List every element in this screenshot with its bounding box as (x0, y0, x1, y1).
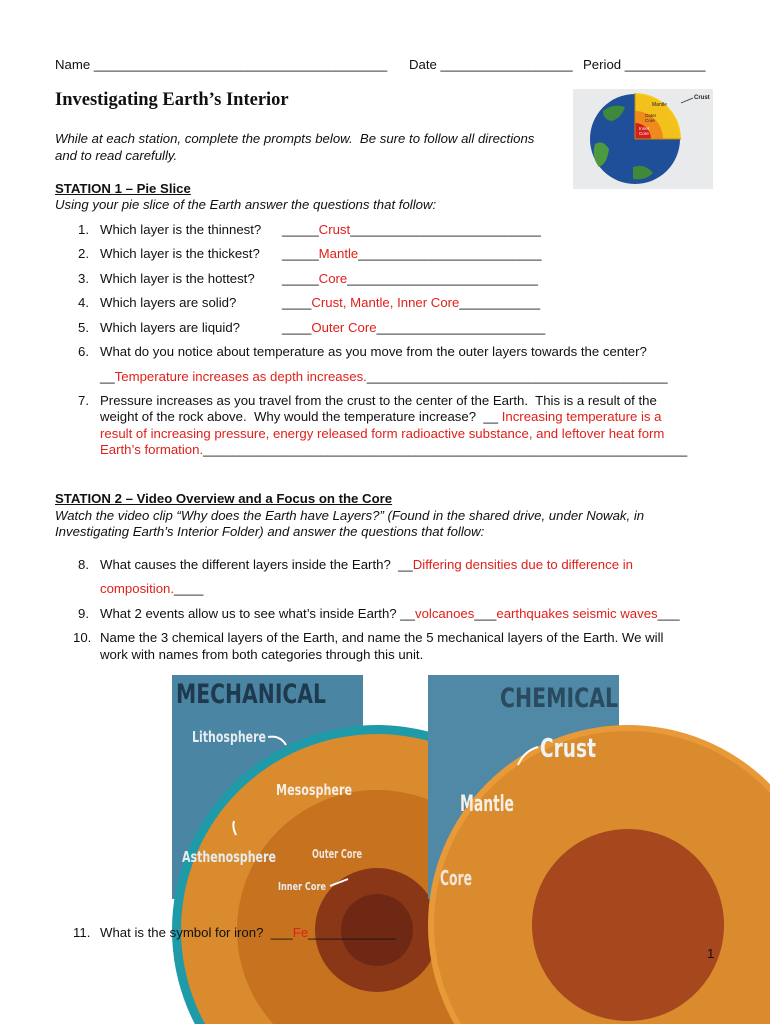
answer-line (282, 246, 542, 262)
page-title: Investigating Earth’s Interior (55, 90, 289, 110)
question-text: Which layer is the hottest? (100, 271, 255, 286)
mechanical-title: MECHANICAL (176, 679, 326, 710)
answer-prefix: ____ (282, 295, 312, 310)
intro-text-line-2: and to read carefully. (55, 148, 178, 163)
q7-line-4 (100, 442, 687, 458)
q11-line (100, 925, 396, 941)
q9-answer-2: earthquakes seismic waves (496, 606, 658, 621)
q8-line-2 (100, 581, 203, 597)
q11-suffix: ____________ (308, 925, 397, 940)
question-text: Which layer is the thinnest? (100, 222, 262, 237)
station2-sub-line-1: Watch the video clip “Why does the Earth have Layers?” (Found in the shared drive, under Nowak, in (55, 508, 645, 523)
q11-number: 11. (73, 925, 91, 940)
answer-text: Outer Core (311, 320, 377, 335)
q8-number: 8. (78, 557, 89, 572)
mechanical-outer-core: Outer Core (312, 847, 362, 861)
q7-number: 7. (78, 393, 89, 408)
question-number: 2. (78, 246, 89, 261)
q9-suffix: ___ (657, 606, 680, 621)
answer-prefix: _____ (282, 222, 319, 237)
q8-answer-part-2: composition. (100, 581, 175, 596)
q6-answer: Temperature increases as depth increases. (114, 369, 367, 384)
station1-subheading: Using your pie slice of the Earth answer the questions that follow: (55, 197, 437, 212)
q7-suffix: __________________________________________________________________ (203, 442, 688, 457)
chemical-layers-image (428, 675, 619, 899)
chemical-core: Core (440, 866, 472, 890)
q6-number: 6. (78, 344, 89, 359)
question-text: Which layers are liquid? (100, 320, 240, 335)
q9-number: 9. (78, 606, 89, 621)
globe-label-inner-core-2: Core (639, 131, 649, 136)
q7-answer-part-1: Increasing temperature is a (501, 409, 662, 424)
answer-suffix: _________________________ (358, 246, 542, 261)
chemical-crust: Crust (540, 734, 596, 764)
station2-sub-line-2: Investigating Earth’s Interior Folder) and answer the questions that follow: (55, 524, 485, 539)
chemical-title: CHEMICAL (500, 683, 618, 714)
station1-heading: STATION 1 – Pie Slice (55, 181, 191, 196)
globe-label-outer-core-2: Core (645, 118, 655, 123)
answer-text: Core (318, 271, 348, 286)
question-number: 1. (78, 222, 89, 237)
answer-prefix: ____ (282, 320, 312, 335)
answer-text: Crust, Mantle, Inner Core (311, 295, 460, 310)
answer-suffix: _______________________ (376, 320, 546, 335)
period-field-label: Period ___________ (583, 57, 706, 72)
answer-prefix: _____ (282, 271, 319, 286)
answer-suffix: __________________________ (347, 271, 538, 286)
mechanical-mesosphere: Mesosphere (276, 781, 352, 799)
q9-line (100, 606, 680, 622)
question-text: Which layer is the thickest? (100, 246, 260, 261)
answer-text: Crust (318, 222, 351, 237)
mechanical-lithosphere: Lithosphere (192, 728, 266, 746)
intro-text-line-1: While at each station, complete the prompts below. Be sure to follow all directions (55, 131, 535, 146)
q8-question: What causes the different layers inside the Earth? __ (100, 557, 413, 572)
q7-answer-part-3: Earth’s formation. (100, 442, 204, 457)
answer-suffix: __________________________ (350, 222, 541, 237)
station2-heading: STATION 2 – Video Overview and a Focus on the Core (55, 491, 393, 506)
q9-answer-1: volcanoes (414, 606, 475, 621)
question-number: 3. (78, 271, 89, 286)
q9-separator: ___ (474, 606, 497, 621)
page-number: 1 (707, 946, 715, 961)
question-number: 5. (78, 320, 89, 335)
q11-answer: Fe (292, 925, 309, 940)
globe-label-inner-core: Inner (639, 126, 650, 131)
q7-line-2 (100, 409, 662, 425)
question-number: 4. (78, 295, 89, 310)
q8-line-1 (100, 557, 633, 573)
chemical-mantle: Mantle (460, 792, 514, 817)
q8-answer-part-1: Differing densities due to difference in (412, 557, 633, 572)
answer-line (282, 295, 540, 311)
q10-line-1: Name the 3 chemical layers of the Earth, and name the 5 mechanical layers of the Earth. We will (100, 630, 664, 645)
q6-prefix: __ (100, 369, 115, 384)
q6-answer-line (100, 369, 668, 385)
mechanical-layers-image (172, 675, 363, 899)
mechanical-asthenosphere: Asthenosphere (182, 848, 276, 866)
answer-prefix: _____ (282, 246, 319, 261)
q6-text: What do you notice about temperature as you move from the outer layers towards the center? (100, 344, 647, 359)
answer-suffix: ___________ (459, 295, 541, 310)
q9-question: What 2 events allow us to see what’s inside Earth? __ (100, 606, 415, 621)
question-text: Which layers are solid? (100, 295, 237, 310)
answer-line (282, 271, 538, 287)
q10-number: 10. (73, 630, 92, 645)
mechanical-inner-core: Inner Core (278, 880, 326, 893)
earth-cutaway-image (573, 89, 713, 189)
globe-label-crust: Crust (694, 95, 710, 101)
q7-answer-part-2: result of increasing pressure, energy released form radioactive substance, and leftover heat form (100, 426, 665, 441)
q7-line-1: Pressure increases as you travel from the crust to the center of the Earth. This is a result of the (100, 393, 657, 408)
name-field-label: Name ________________________________________ (55, 57, 388, 72)
q7-question: weight of the rock above. Why would the temperature increase? __ (100, 409, 502, 424)
globe-label-outer-core: Outer (645, 113, 657, 118)
q8-suffix: ____ (174, 581, 204, 596)
q6-suffix: _________________________________________ (366, 369, 668, 384)
answer-text: Mantle (318, 246, 359, 261)
globe-label-mantle: Mantle (652, 102, 668, 108)
q10-line-2: work with names from both categories through this unit. (100, 647, 424, 662)
date-field-label: Date __________________ (409, 57, 573, 72)
q11-question: What is the symbol for iron? ___ (100, 925, 293, 940)
answer-line (282, 320, 545, 336)
answer-line (282, 222, 541, 238)
